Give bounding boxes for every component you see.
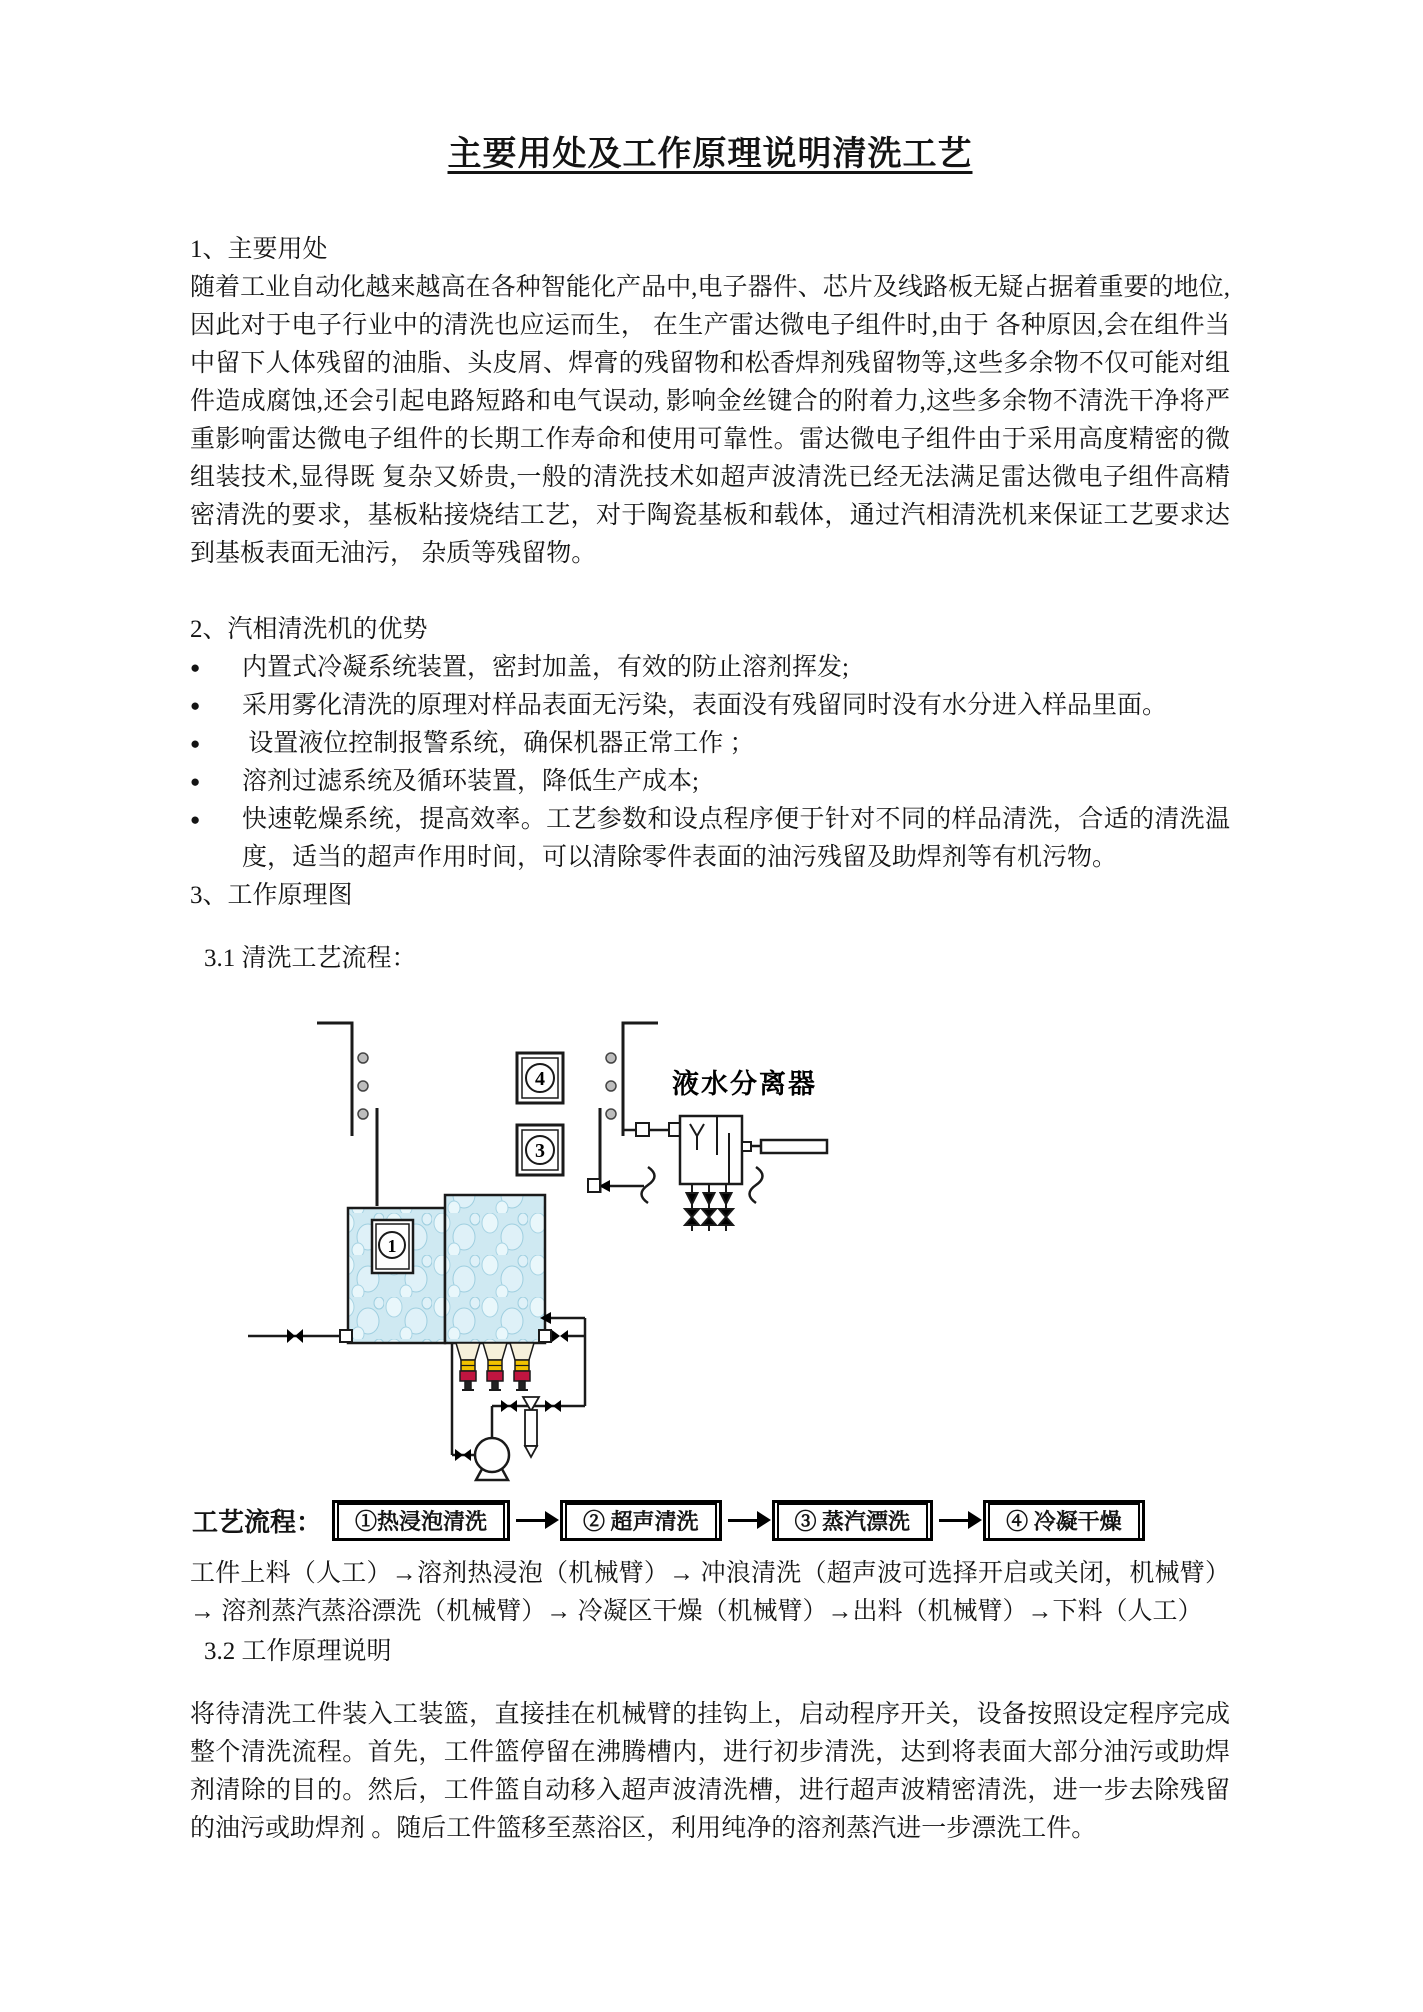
section3-sub2: 3.2 工作原理说明 [204,1638,392,1665]
section1-heading: 1、主要用处 [190,236,328,263]
bullet-icon: ● [190,658,201,677]
advantages-list [190,649,1230,877]
section2-heading: 2、汽相清洗机的优势 [190,616,428,643]
vapor-return-line [588,1167,655,1203]
flow-arrow-icon [728,1519,758,1522]
flow-step-box [560,1500,722,1541]
principle-description: 将待清洗工件装入工装篮，直接挂在机械臂的挂钩上，启动程序开关，设备按照设定程序完成整个清洗流程。首先，工件篮停留在沸腾槽内，进行初步清洗，达到将表面大部分油污或助焊剂清除的目的。然后，工件篮自动移入超声波清洗槽，进行超声波精密清洗，进一步去除残留的油污或助焊剂 。随后工件篮移至蒸浴区，利用纯净的溶剂蒸汽进一步漂洗工件。 [190,1701,1230,1842]
zone4-box [517,1053,563,1103]
flow-step-label: ①热浸泡清洗 [337,1503,505,1540]
bullet-icon: ● [190,734,201,753]
flow-arrow-icon [939,1519,969,1522]
process-flow-row [192,1500,1230,1541]
section1-paragraph: 随着工业自动化越来越高在各种智能化产品中,电子器件、芯片及线路板无疑占据着重要的地位,因此对于电子行业中的清洗也应运而生， 在生产雷达微电子组件时,由于 各种原因,会在组件当中留下人体残留的油脂、头皮屑、焊膏的残留物和松香焊剂残留物等,这些多余物不仅可能对组件造成腐蚀,还会引起电路短路和电气误动, 影响金丝键合的附着力,这些多余物不清洗干净将严重影响雷达微电子组件的长期工作寿命和使用可靠性。雷达微电子组件由于采用高度精密的微组装技术,显得既 复杂又娇贵,一般的清洗技术如超声波清洗已经无法满足雷达微电子组件高精密清洗的要求，基板粘接烧结工艺，对于陶瓷基板和载体，通过汽相清洗机来保证工艺要求达到基板表面无油污， 杂质等残留物。 [190,274,1230,567]
list-item [190,649,1230,687]
process-diagram [240,1003,1230,1498]
flow-step-box [332,1500,510,1541]
left-rail-holes [358,1053,368,1119]
separator-drain-valves [685,1184,733,1231]
zone1-number: 1 [387,1236,397,1256]
list-item-text: 内置式冷凝系统装置，密封加盖，有效的防止溶剂挥发; [242,654,849,681]
ultrasonic-transducers [456,1343,534,1390]
zone4-number: 4 [535,1068,545,1090]
steam-squiggle-right [750,1167,763,1203]
section3-sub1: 3.1 清洗工艺流程： [204,945,417,972]
inlet-flange [340,1330,352,1342]
bullet-icon: ● [190,696,201,715]
list-item [190,725,1230,763]
list-item [190,763,1230,801]
zone3-box [517,1125,563,1175]
outlet-flange [539,1330,551,1342]
list-item [190,801,1230,877]
zone3-number: 3 [535,1140,545,1162]
flow-step-label: ④ 冷凝干燥 [988,1503,1140,1540]
flow-label: 工艺流程： [192,1508,323,1537]
blank-line [190,573,1230,611]
flow-arrow-icon [516,1519,546,1522]
list-item [190,687,1230,725]
pump-icon [475,1438,509,1480]
flow-description: 工件上料（人工）→溶剂热浸泡（机械臂）→ 冲浪清洗（超声波可选择开启或关闭，机械臂）→ 溶剂蒸汽蒸浴漂洗（机械臂）→ 冷凝区干燥（机械臂）→出料（机械臂）→下料（人工） [190,1560,1230,1625]
cleaning-tank [348,1195,545,1343]
list-item-text: 溶剂过滤系统及循环装置，降低生产成本; [242,768,699,795]
flow-step-label: ② 超声清洗 [565,1503,717,1540]
flow-step-box [983,1500,1145,1541]
right-rail-holes [606,1053,616,1119]
ultrasonic-tank [445,1195,545,1343]
flow-step-label: ③ 蒸汽漂洗 [777,1503,929,1540]
cleaning-machine-schematic [240,1003,980,1493]
list-item-text: 快速乾燥系统，提高效率。工艺参数和设点程序便于针对不同的样品清洗，合适的清洗温度，适当的超声作用时间，可以清除零件表面的油污残留及助焊剂等有机污物。 [242,806,1230,871]
page-title: 主要用处及工作原理说明清洗工艺 [447,136,973,173]
list-item-text: 采用雾化清洗的原理对样品表面无污染，表面没有残留同时没有水分进入样品里面。 [242,692,1168,719]
inlet-line [248,1329,352,1343]
section3-heading: 3、工作原理图 [190,882,353,909]
bullet-icon: ● [190,772,201,791]
flow-step-box [772,1500,934,1541]
document-content [190,126,1230,1848]
separator-label: 液水分离器 [672,1069,817,1099]
list-item-text: 设置液位控制报警系统，确保机器正常工作 ； [242,730,755,757]
zone1-box [372,1220,413,1273]
bullet-icon: ● [190,810,201,829]
